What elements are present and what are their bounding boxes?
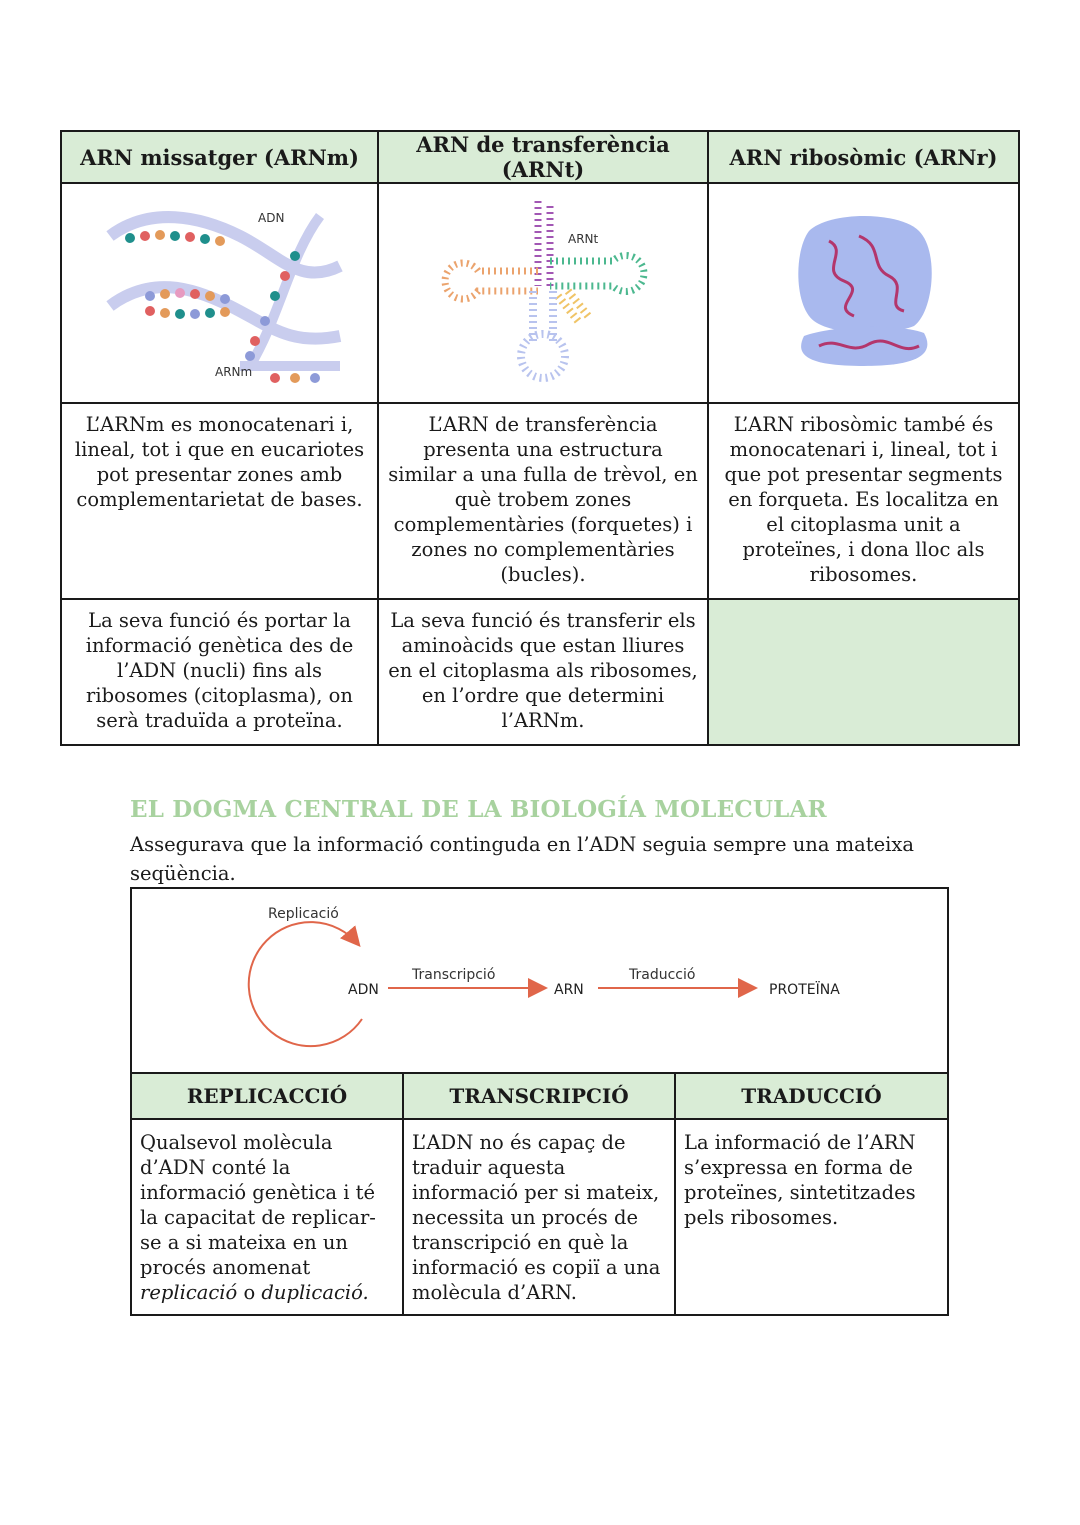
transcripcio-text: L’ADN no és capaç de traduir aquesta informació per si mateix, necessita un procés de transcripció en què la informació es copiï a una molècula d’ARN. <box>412 1131 661 1304</box>
traduccio-cell <box>675 1119 948 1315</box>
adn-label: ADN <box>348 982 379 998</box>
header-transcripcio: TRANSCRIPCIÓ <box>403 1073 675 1119</box>
dogma-processes-table <box>130 1072 949 1316</box>
arnt-function-cell <box>378 599 708 745</box>
section-subtitle: Assegurava que la informació continguda en l’ADN seguia sempre una mateixa seqüència. <box>130 833 915 885</box>
replicaccio-cell <box>131 1119 403 1315</box>
arnt-cloverleaf-illustration <box>428 191 658 391</box>
replicacio-label: Replicació <box>268 906 339 922</box>
arnr-ribosome-illustration <box>789 211 939 371</box>
arnm-function-cell <box>61 599 378 745</box>
replicaccio-body: Qualsevol molècula d’ADN conté la informació genètica i té la capacitat de replicar-se a si mateixa en un procés anomenat <box>140 1131 376 1279</box>
arnt-function: La seva funció és transferir els aminoàcids que estan lliures en el citoplasma als ribosomes, en l’ordre que determini l’ARNm. <box>388 609 698 732</box>
transcripcio-cell <box>403 1119 675 1315</box>
transcripcio-label: Transcripció <box>412 967 496 983</box>
dogma-flow-svg <box>132 889 947 1075</box>
central-dogma-diagram <box>130 887 949 1075</box>
replication-loop-arrow <box>249 922 362 1046</box>
arnm-adn-label: ADN <box>257 211 284 225</box>
arnr-function-cell-empty <box>708 599 1019 745</box>
arnr-description-cell <box>708 403 1019 599</box>
arnm-dna-illustration <box>90 196 350 386</box>
header-arnr: ARN ribosòmic (ARNr) <box>708 131 1019 183</box>
arnr-description: L’ARN ribosòmic també és monocatenari i, lineal, tot i que pot presentar segments en forqueta. Es localitza en el citoplasma unit a proteïnes, i dona lloc als ribosomes. <box>724 413 1003 586</box>
section-title: EL DOGMA CENTRAL DE LA BIOLOGÍA MOLECULAR <box>130 796 827 823</box>
replicaccio-connector: o <box>243 1281 256 1304</box>
arnm-description: L’ARNm es monocatenari i, lineal, tot i que en eucariotes pot presentar zones amb complementarietat de bases. <box>74 413 365 511</box>
rna-types-table <box>60 130 1020 746</box>
arnm-arnm-label: ARNm <box>214 365 252 379</box>
header-traduccio: TRADUCCIÓ <box>675 1073 948 1119</box>
traduccio-text: La informació de l’ARN s’expressa en forma de proteïnes, sintetitzades pels ribosomes. <box>684 1131 916 1229</box>
traduccio-label: Traducció <box>629 967 696 983</box>
arn-label: ARN <box>554 982 584 998</box>
arnm-illustration-cell <box>61 183 378 403</box>
replicacio-term: replicació <box>140 1281 238 1304</box>
arnr-illustration-cell <box>708 183 1019 403</box>
arnm-description-cell <box>61 403 378 599</box>
arnt-label: ARNt <box>568 232 599 246</box>
replicaccio-text <box>132 1120 402 1305</box>
header-replicaccio: REPLICACCIÓ <box>131 1073 403 1119</box>
header-arnm: ARN missatger (ARNm) <box>61 131 378 183</box>
arnt-illustration-cell <box>378 183 708 403</box>
arnt-description-cell <box>378 403 708 599</box>
header-arnt: ARN de transferència (ARNt) <box>378 131 708 183</box>
duplicacio-term: duplicació. <box>261 1281 369 1304</box>
proteina-label: PROTEÏNA <box>769 982 840 998</box>
arnm-function: La seva funció és portar la informació genètica des de l’ADN (nucli) fins als ribosomes (citoplasma), on serà traduïda a proteïna. <box>85 609 354 732</box>
arnt-description: L’ARN de transferència presenta una estructura similar a una fulla de trèvol, en què trobem zones complementàries (forquetes) i zones no complementàries (bucles). <box>388 413 698 586</box>
